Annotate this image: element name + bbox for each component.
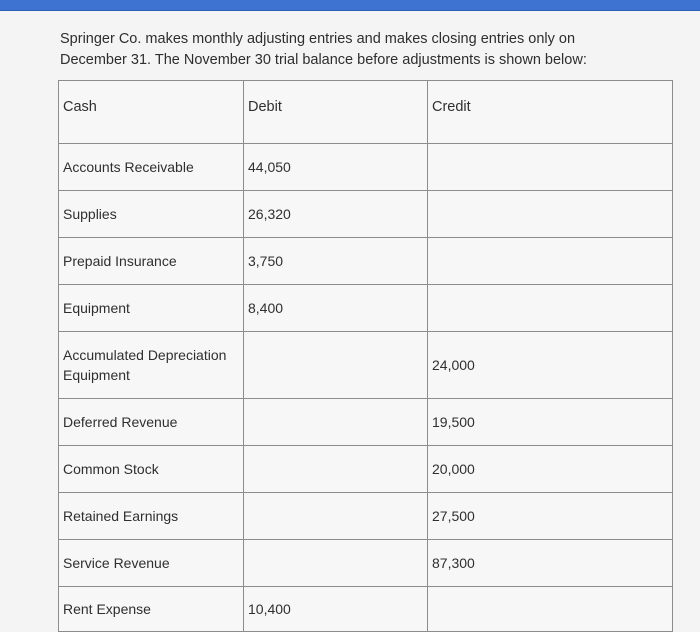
table-row [59,446,673,493]
account-cell: Retained Earnings [59,493,244,540]
debit-cell: 8,400 [244,285,428,332]
account-cell: Supplies [59,191,244,238]
account-cell: Deferred Revenue [59,399,244,446]
table-row [59,144,673,191]
table-row [59,191,673,238]
credit-cell: 19,500 [428,399,673,446]
debit-cell [244,446,428,493]
problem-statement [60,29,670,71]
account-cell: Rent Expense [59,587,244,632]
debit-cell [244,540,428,587]
table-row [59,399,673,446]
debit-cell [244,493,428,540]
debit-cell: 10,400 [244,587,428,632]
trial-balance-table [58,80,673,632]
account-cell: Common Stock [59,446,244,493]
credit-cell [428,587,673,632]
account-header-cell: Cash [59,81,244,144]
debit-cell: 44,050 [244,144,428,191]
credit-cell: 87,300 [428,540,673,587]
credit-cell: 24,000 [428,332,673,399]
account-cell [59,332,244,399]
problem-line-1: Springer Co. makes monthly adjusting entries and makes closing entries only on [60,31,576,47]
credit-header-cell: Credit [428,81,673,144]
problem-line-2: December 31. The November 30 trial balance before adjustments is shown below: [60,52,587,68]
debit-header-cell: Debit [244,81,428,144]
account-cell: Service Revenue [59,540,244,587]
table-row [59,587,673,632]
credit-cell [428,144,673,191]
debit-cell [244,332,428,399]
debit-cell: 3,750 [244,238,428,285]
credit-cell: 27,500 [428,493,673,540]
account-cell: Equipment [59,285,244,332]
table-row [59,285,673,332]
account-cell: Accounts Receivable [59,144,244,191]
top-accent-bar [0,0,700,11]
credit-cell [428,191,673,238]
table-row [59,332,673,399]
table-row [59,493,673,540]
table-row [59,540,673,587]
debit-cell [244,399,428,446]
account-cell-text: Accumulated Depreciation Equipment [63,347,227,383]
credit-cell: 20,000 [428,446,673,493]
account-cell: Prepaid Insurance [59,238,244,285]
table-row [59,238,673,285]
trial-balance-table-wrapper [58,80,672,632]
table-header-row [59,81,673,144]
debit-cell: 26,320 [244,191,428,238]
credit-cell [428,238,673,285]
credit-cell [428,285,673,332]
